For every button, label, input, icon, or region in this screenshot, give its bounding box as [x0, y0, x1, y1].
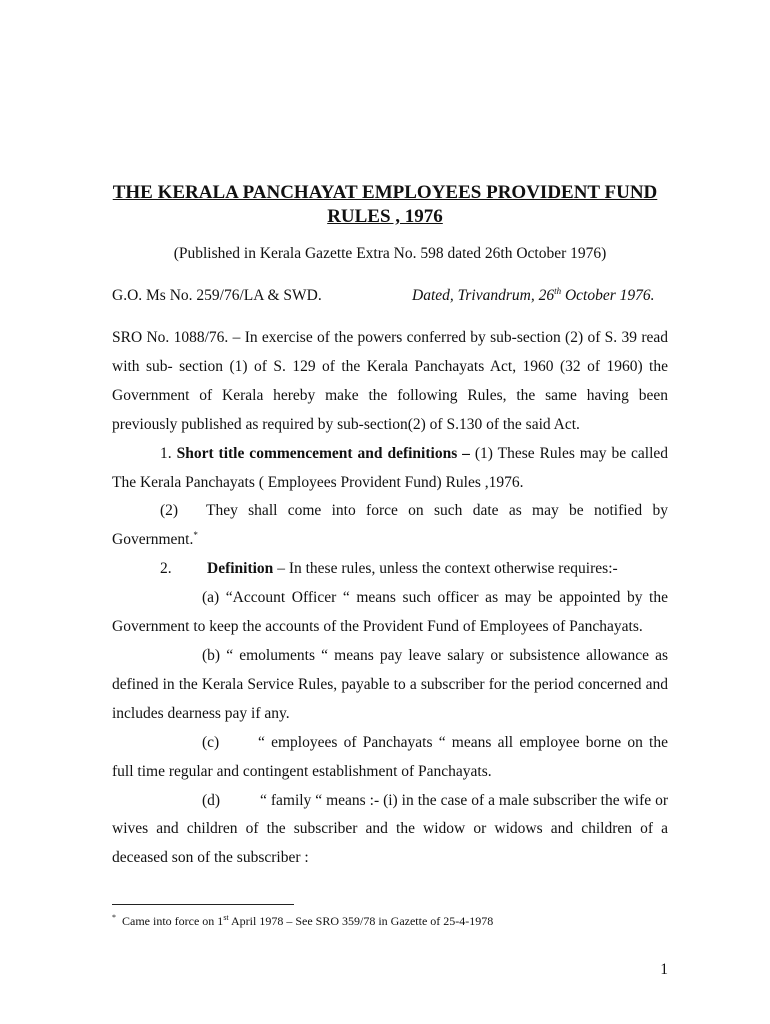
- rule-1-2-number: (2): [160, 502, 179, 520]
- definition-c-label: (c): [202, 733, 220, 751]
- definition-a: (a) “Account Officer “ means such officer as may be appointed by the Government to keep the accounts of the Provident Fund of Employees of Panchayats.: [112, 589, 668, 636]
- title-line-2: RULES , 1976: [327, 206, 443, 227]
- title-line-1: THE KERALA PANCHAYAT EMPLOYEES PROVIDENT FUND: [112, 182, 658, 203]
- dated-suffix: October 1976.: [561, 287, 655, 304]
- definition-c-text: “ employees of Panchayats “ means all employee borne on the full time regular and contingent establishment of Panchayats.: [112, 733, 668, 780]
- definition-d: [112, 787, 668, 874]
- footnote-text-prefix: Came into force on 1: [122, 914, 224, 928]
- rule-1-paragraph: [112, 440, 668, 498]
- footnote-text-suffix: April 1978 – See SRO 359/78 in Gazette of 25-4-1978: [228, 914, 494, 928]
- footnote-text-sup: st: [223, 913, 229, 922]
- definition-b: (b) “ emoluments “ means pay leave salary or subsistence allowance as defined in the Kerala Service Rules, payable to a subscriber for the period concerned and includes dearness pay if any.: [112, 646, 668, 722]
- footnote-rule: [112, 904, 294, 905]
- rule-1-text: (1) These Rules may be called The Kerala Panchayats ( Employees Provident Fund) Rules ,1976.: [112, 444, 669, 491]
- publication-note: (Published in Kerala Gazette Extra No. 598 dated 26th October 1976): [173, 245, 607, 262]
- sro-paragraph: SRO No. 1088/76. – In exercise of the powers conferred by sub-section (2) of S. 39 read with sub- section (1) of S. 129 of the Kerala Panchayats Act, 1960 (32 of 1960) the Government of Kerala hereby make the following Rules, the same having been previously published as required by sub-section(2) of S.130 of the said Act.: [112, 329, 668, 433]
- footnote-marker: *: [193, 530, 198, 541]
- rule-2-heading: Definition: [207, 560, 274, 578]
- rule-2-text: – In these rules, unless the context otherwise requires:-: [273, 560, 618, 578]
- go-number: G.O. Ms No. 259/76/LA & SWD.: [112, 287, 322, 304]
- rule-1-2-text: They shall come into force on such date as may be notified by Government.: [112, 502, 668, 549]
- document-title: [100, 181, 670, 229]
- dated-sup: th: [554, 285, 562, 296]
- footnote: [112, 914, 493, 929]
- rule-2-paragraph: [112, 555, 668, 584]
- rule-1-2-paragraph: [112, 497, 668, 555]
- definition-d-label: (d): [202, 791, 221, 809]
- definition-d-text: “ family “ means :- (i) in the case of a male subscriber the wife or wives and children of the subscriber and the widow or widows and children of a deceased son of the subscriber :: [112, 791, 668, 867]
- definition-c: [112, 729, 668, 787]
- rule-1-number: 1.: [160, 444, 177, 462]
- footnote-marker-ref: *: [112, 913, 116, 922]
- document-body: [112, 324, 668, 873]
- dated-line: [412, 287, 655, 305]
- dated-prefix: Dated, Trivandrum, 26: [412, 287, 555, 304]
- page-number: 1: [660, 961, 668, 978]
- rule-1-heading: Short title commencement and definitions –: [176, 444, 470, 462]
- rule-2-number: 2.: [160, 560, 172, 578]
